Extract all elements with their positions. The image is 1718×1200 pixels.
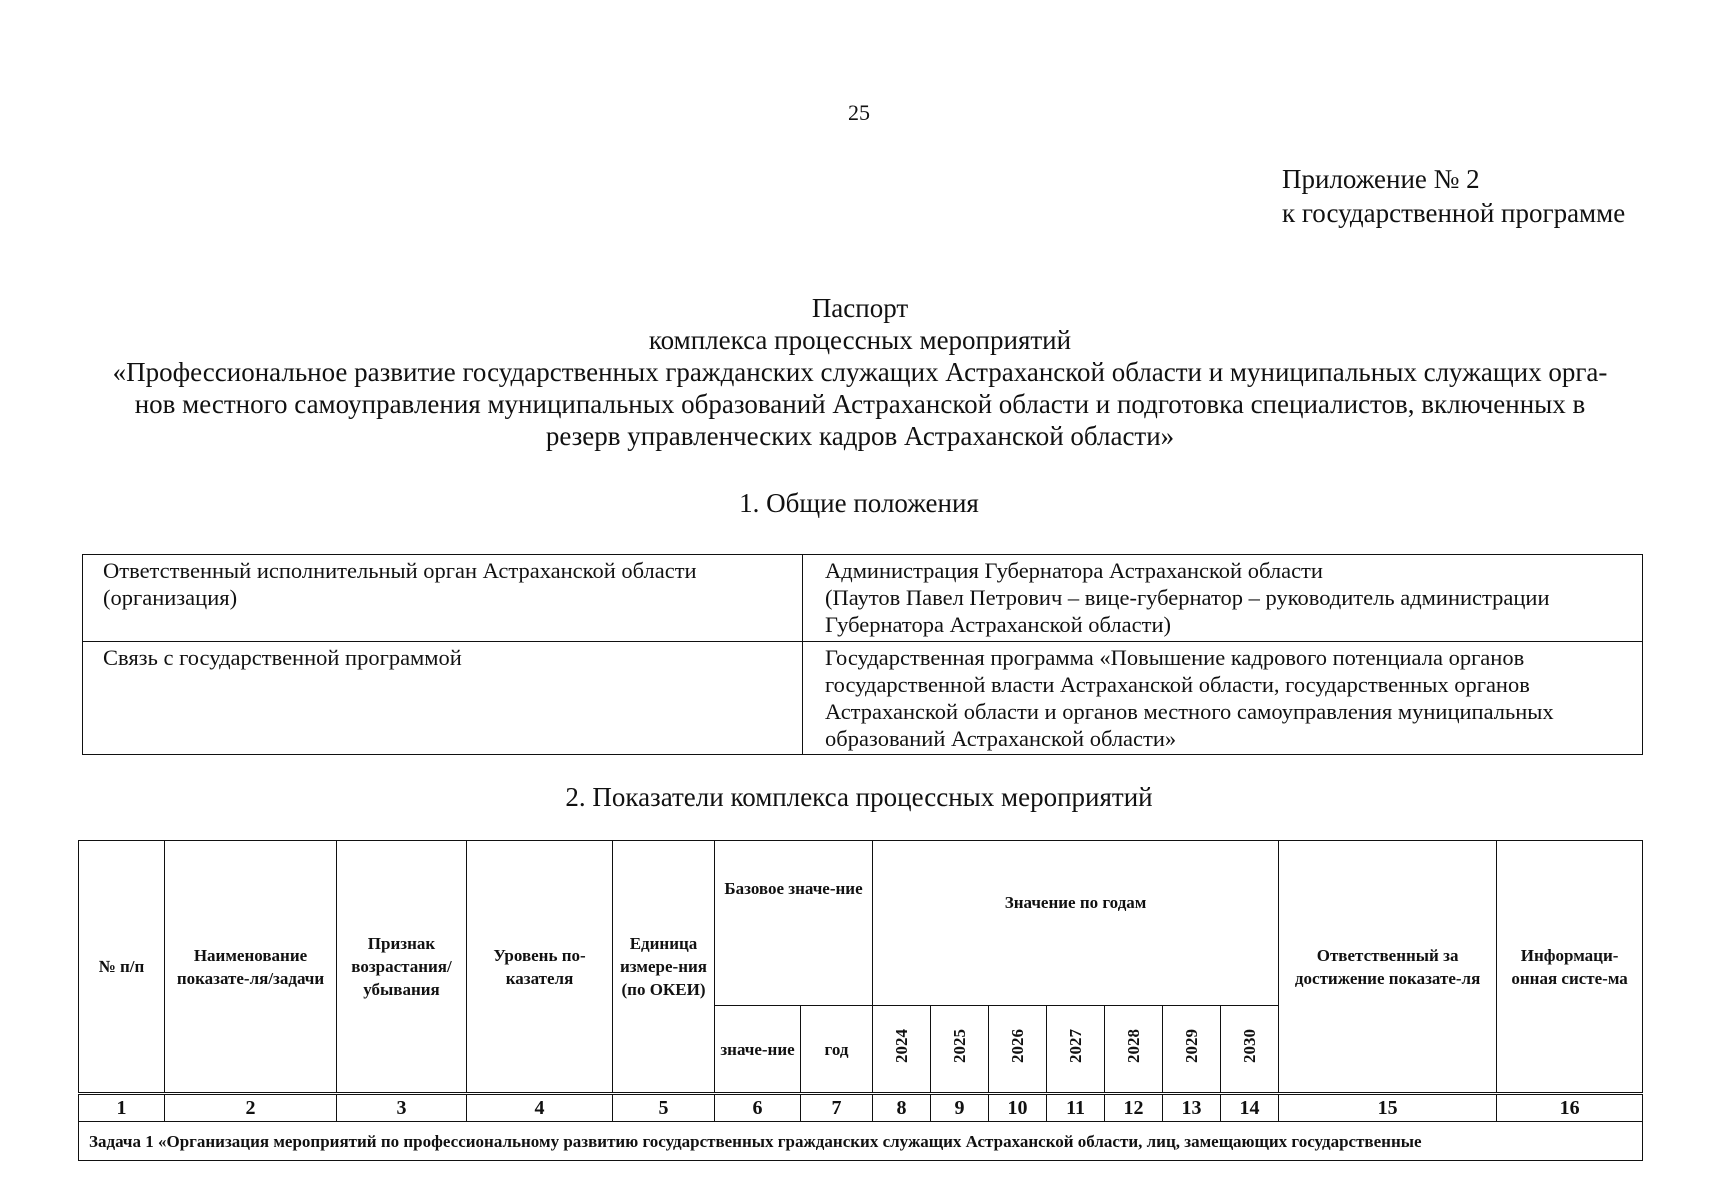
header-year bbox=[1105, 1006, 1163, 1094]
section-1-heading: 1. Общие положения bbox=[739, 488, 979, 518]
column-number: 12 bbox=[1105, 1094, 1163, 1122]
row-value-line: Администрация Губернатора Астраханской области bbox=[825, 558, 1323, 583]
appendix-note bbox=[1282, 162, 1625, 230]
general-provisions-table bbox=[82, 554, 1643, 755]
header-year bbox=[931, 1006, 989, 1094]
year-label: 2028 bbox=[1124, 1029, 1144, 1063]
header-level: Уровень по-казателя bbox=[467, 841, 613, 1094]
header-year bbox=[1221, 1006, 1279, 1094]
year-label: 2025 bbox=[950, 1029, 970, 1063]
appendix-line-1: Приложение № 2 bbox=[1282, 164, 1480, 194]
task-text: Задача 1 «Организация мероприятий по профессиональному развитию государственных гражданских служащих Астраханской области, лиц, замещающих государственные bbox=[79, 1122, 1643, 1161]
header-year bbox=[989, 1006, 1047, 1094]
header-sign: Признак возрастания/ убывания bbox=[337, 841, 467, 1094]
header-info-system: Информаци-онная систе-ма bbox=[1497, 841, 1643, 1094]
row-label: Связь с государственной программой bbox=[83, 642, 803, 755]
year-label: 2030 bbox=[1240, 1029, 1260, 1063]
column-number: 10 bbox=[989, 1094, 1047, 1122]
header-responsible: Ответственный за достижение показате-ля bbox=[1279, 841, 1497, 1094]
column-number: 3 bbox=[337, 1094, 467, 1122]
header-base: Базовое значе-ние bbox=[715, 841, 873, 1006]
header-by-years: Значение по годам bbox=[873, 841, 1279, 1006]
column-number: 4 bbox=[467, 1094, 613, 1122]
header-year bbox=[1047, 1006, 1105, 1094]
header-year bbox=[873, 1006, 931, 1094]
column-number: 16 bbox=[1497, 1094, 1643, 1122]
year-label: 2027 bbox=[1066, 1029, 1086, 1063]
column-number: 13 bbox=[1163, 1094, 1221, 1122]
column-number-row bbox=[79, 1094, 1643, 1122]
column-number: 11 bbox=[1047, 1094, 1105, 1122]
page-number: 25 bbox=[848, 100, 870, 125]
indicators-table bbox=[78, 840, 1643, 1161]
column-number: 6 bbox=[715, 1094, 801, 1122]
table-row bbox=[83, 555, 1643, 642]
column-number: 5 bbox=[613, 1094, 715, 1122]
appendix-line-2: к государственной программе bbox=[1282, 198, 1626, 228]
header-base-value: значе-ние bbox=[715, 1006, 801, 1094]
header-unit: Единица измере-ния (по ОКЕИ) bbox=[613, 841, 715, 1094]
row-value-line: Государственная программа «Повышение кадрового потенциала органов государственной власти Астраханской области, государственных органов Астраханской области и органов местного самоуправления муниципальных образований Астраханской области» bbox=[825, 645, 1554, 751]
column-number: 9 bbox=[931, 1094, 989, 1122]
document-title bbox=[50, 292, 1670, 452]
column-number: 1 bbox=[79, 1094, 165, 1122]
row-value-line: (Паутов Павел Петрович – вице-губернатор – руководитель администрации Губернатора Астраханской области) bbox=[825, 585, 1550, 637]
task-row bbox=[79, 1122, 1643, 1161]
section-2-heading: 2. Показатели комплекса процессных мероприятий bbox=[565, 782, 1153, 812]
year-label: 2026 bbox=[1008, 1029, 1028, 1063]
header-num: № п/п bbox=[79, 841, 165, 1094]
title-line-1: Паспорт bbox=[811, 293, 909, 323]
column-number: 8 bbox=[873, 1094, 931, 1122]
column-number: 14 bbox=[1221, 1094, 1279, 1122]
title-line-3: «Профессиональное развитие государственных гражданских служащих Астраханской области и муниципальных служащих орга- bbox=[112, 357, 1608, 387]
year-label: 2024 bbox=[892, 1029, 912, 1063]
column-number: 15 bbox=[1279, 1094, 1497, 1122]
header-name: Наименование показате-ля/задачи bbox=[165, 841, 337, 1094]
year-label: 2029 bbox=[1182, 1029, 1202, 1063]
title-line-4: нов местного самоуправления муниципальных образований Астраханской области и подготовка специалистов, включенных в bbox=[134, 389, 1586, 419]
row-value bbox=[803, 555, 1643, 642]
header-year bbox=[1163, 1006, 1221, 1094]
row-value bbox=[803, 642, 1643, 755]
column-number: 7 bbox=[801, 1094, 873, 1122]
row-label: Ответственный исполнительный орган Астраханской области (организация) bbox=[83, 555, 803, 642]
table-row bbox=[83, 642, 1643, 755]
title-line-2: комплекса процессных мероприятий bbox=[648, 325, 1072, 355]
column-number: 2 bbox=[165, 1094, 337, 1122]
title-line-5: резерв управленческих кадров Астраханской области» bbox=[545, 421, 1175, 451]
header-base-year: год bbox=[801, 1006, 873, 1094]
header-row bbox=[79, 841, 1643, 1006]
